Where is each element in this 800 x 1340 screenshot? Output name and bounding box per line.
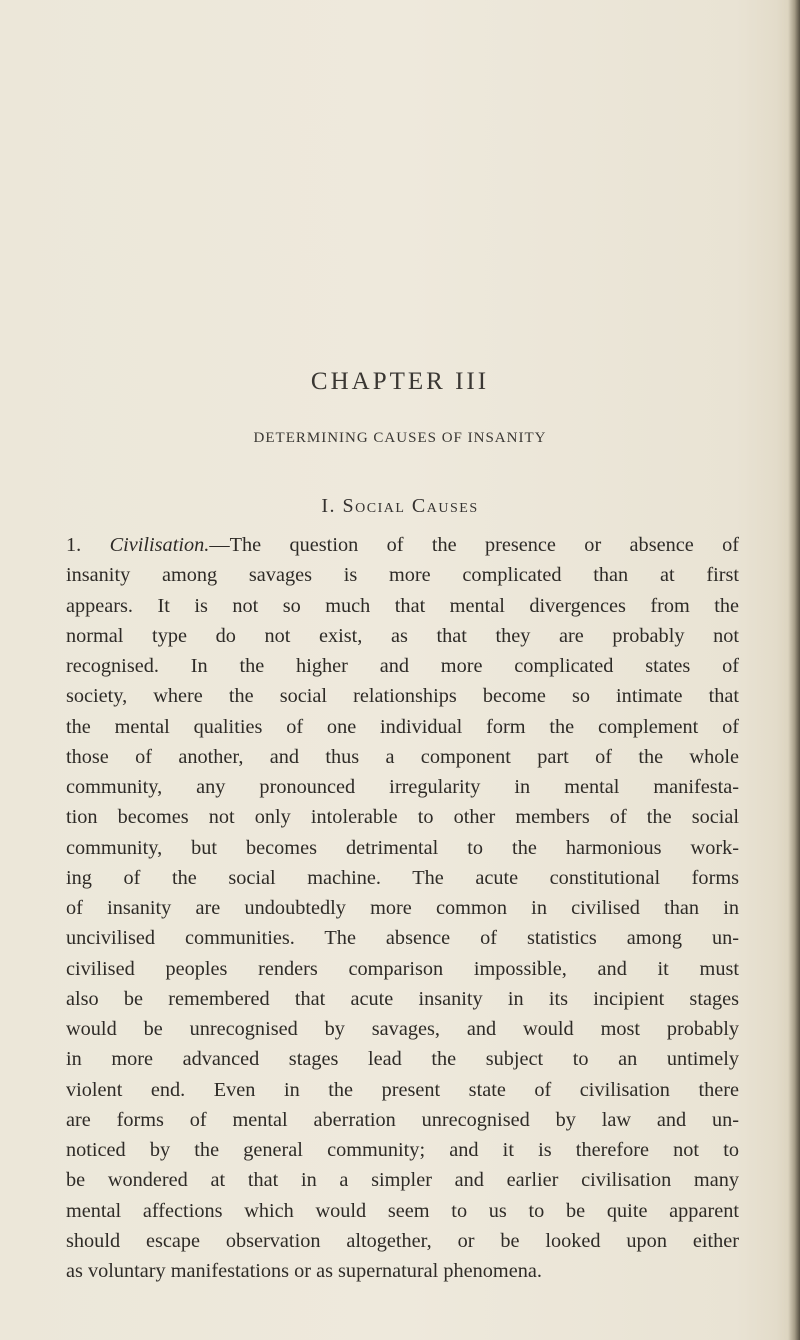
paragraph-line-10: tion becomes not only intolerable to other members of the social [66,806,739,829]
paragraph-line-18: in more advanced stages lead the subject to an untimely [66,1048,739,1071]
paragraph-line-9: community, any pronounced irregularity in mental manifesta- [66,776,739,798]
paragraph-line-7: the mental qualities of one individual form the complement of [66,715,739,738]
chapter-subtitle: DETERMINING CAUSES OF INSANITY [253,430,547,446]
paragraph-line-21: noticed by the general community; and it is therefore not to [66,1139,739,1161]
section-heading: I. Social Causes [321,495,479,517]
paragraph-line-2: insanity among savages is more complicated than at first [66,564,739,587]
paragraph-line-15: civilised peoples renders comparison impossible, and it must [66,957,739,980]
body-paragraph [66,530,739,1286]
paragraph-line-3: appears. It is not so much that mental divergences from the [66,594,739,617]
paragraph-line-25: as voluntary manifestations or as supernatural phenomena. [66,1260,542,1282]
paragraph-line-20: are forms of mental aberration unrecognised by law and un- [66,1108,739,1131]
paragraph-line-14: uncivilised communities. The absence of statistics among un- [66,927,739,950]
paragraph-line-4: normal type do not exist, as that they are probably not [66,624,739,647]
paragraph-line-11: community, but becomes detrimental to the harmonious work- [66,836,739,859]
paragraph-line-12: ing of the social machine. The acute constitutional forms [66,866,739,889]
paragraph-lead: Civilisation. [109,534,210,556]
paragraph-number: 1. [66,534,82,556]
paragraph-line-6: society, where the social relationships become so intimate that [66,685,739,708]
paragraph-line-8: those of another, and thus a component part of the whole [66,745,739,768]
paragraph-line-19: violent end. Even in the present state of civilisation there [66,1078,739,1101]
chapter-heading: CHAPTER III [310,368,490,395]
paragraph-line-1 [66,530,739,560]
paragraph-line-5: recognised. In the higher and more complicated states of [66,655,739,677]
paragraph-line-24: should escape observation altogether, or be looked upon either [66,1229,739,1252]
paragraph-line-17: would be unrecognised by savages, and would most probably [66,1018,739,1040]
paragraph-line-text: —The question of the presence or absence of [209,534,739,556]
page-edge-shadow [788,0,800,1340]
paragraph-line-23: mental affections which would seem to us to be quite apparent [66,1199,739,1222]
paragraph-line-22: be wondered at that in a simpler and earlier civilisation many [66,1169,739,1192]
paragraph-line-16: also be remembered that acute insanity in its incipient stages [66,987,739,1010]
paragraph-line-13: of insanity are undoubtedly more common in civilised than in [66,897,739,919]
